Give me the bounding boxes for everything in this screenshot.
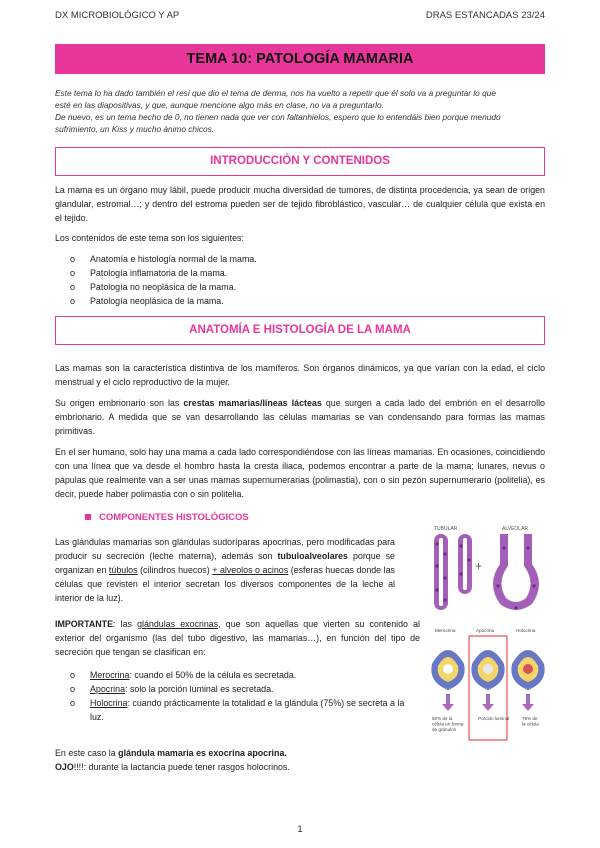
paragraph: Las mamas son la característica distintiva de los mamíferos. Son órganos dinámicos, ya que varían con la edad, el ciclo menstrual y el ciclo reproductivo de la mujer.: [55, 363, 545, 387]
figure-label: Apocrina: [476, 628, 495, 633]
figure-label: Holocrina: [516, 628, 536, 633]
alveolus-shape: [493, 534, 539, 610]
paragraph: Su origen embrionario son las crestas mamarias/líneas lácteas que surgen a cada lado del embrión en el desarrollo embrionario. A medida que se van desarrollando las células mamarias se van condensando para formas las mamas primitivas.: [55, 398, 545, 436]
section-title: ANATOMÍA E HISTOLOGÍA DE LA MAMA: [189, 324, 411, 336]
list-item: o Patología neoplásica de la mama.: [70, 294, 257, 308]
paragraph: En el ser humano, solo hay una mama a cada lado correspondiéndose con las líneas mamarias. En ocasiones, coincidiendo con una línea que va desde el hombro hasta la cresta iliaca, podemos encontrar a parte de la mama; lunares, nevus o pápulas que realmente van a ser unas mamas supernumerarias (polimastia), con o sin pezón supernumerario (politelia), es decir, puede haber polimastia con o sin politelia.: [55, 447, 545, 499]
intro-line: esté en las diapositivas, y que, aunque mencione algo más en clase, no va a preguntarlo.: [55, 100, 384, 110]
figure-label: TUBULAR: [434, 526, 458, 532]
paragraph: En este caso la glándula mamaria es exocrina apocrina.: [55, 748, 287, 758]
section-heading-anatomy: [55, 316, 545, 345]
header-left: DX MICROBIOLÓGICO Y AP: [55, 10, 180, 21]
intro-line: De nuevo, es un tema hecho de 0, no tienen nada que ver con faltanhielos, espero que lo entendáis bien porque menudo: [55, 112, 501, 122]
list-item: o Holocrina: cuando prácticamente la totalidad e la glándula (75%) se secreta a la luz.: [70, 696, 420, 724]
apocrine-gland-shape: [471, 650, 504, 690]
list-item: o Patología no neoplásica de la mama.: [70, 280, 257, 294]
title-band: [55, 44, 545, 74]
tubular-alveolar-figure: [430, 524, 550, 616]
merocrine-gland-shape: [431, 650, 464, 690]
paragraph: Los contenidos de este tema son los siguientes:: [55, 233, 244, 243]
section-heading-intro: [55, 147, 545, 176]
list-item: o Apocrina: solo la porción luminal es secretada.: [70, 682, 420, 696]
paragraph: IMPORTANTE: las glándulas exocrinas, que son aquellas que vierten su contenido al exterior del organismo (las del tubo digestivo, las mamarias…), en función del tipo de secreción que tengan se clasifican en:: [55, 619, 421, 657]
figure-caption: 75% de la célula: [522, 716, 539, 727]
list-item: o Patología inflamatoria de la mama.: [70, 266, 257, 280]
figure-caption: 50% de la célula en forma de gránulos: [432, 716, 464, 732]
intro-line: sufrimiento, un Kiss y mucho ánimo chicos.: [55, 124, 215, 134]
figure-label: ALVEOLAR: [502, 526, 529, 532]
figure-label: Merocrina: [435, 628, 456, 633]
contents-list: [70, 252, 257, 308]
svg-text:+: +: [475, 559, 483, 573]
paragraph: La mama es un órgano muy lábil, puede producir mucha diversidad de tumores, de distinta procedencia, ya sean de origen glandular, estromal…; y dentro del estroma pueden ser de tejido fibroblástico, vascular… de cualquier célula que exista en el tejido.: [55, 185, 545, 223]
bullet-square-icon: [85, 514, 91, 520]
paragraph: Las glándulas mamarias son glándulas sudoríparas apocrinas, pero modificadas para producir su secreción (leche materna), además son tubuloalveolares porque se organizan en túbulos (cilindros huecos) + alveolos o acinos (esferas huecas donde las células que revisten el interior secretan los diversos componentes de la leche al interior de la luz).: [55, 537, 395, 603]
intro-note: [55, 87, 545, 135]
figure-caption: Porción luminal: [478, 716, 510, 721]
secretion-types-list: [70, 668, 420, 724]
page-title: TEMA 10: PATOLOGÍA MAMARIA: [186, 51, 414, 67]
intro-line: Este tema lo ha dado también el resi que dio el tema de derma, nos ha vuelto a repetir que él solo va a preguntar lo que: [55, 88, 496, 98]
page-number: 1: [297, 824, 303, 834]
header-right: DRAS ESTANCADAS 23/24: [425, 10, 545, 21]
paragraph: OJO!!!!: durante la lactancia puede tener rasgos holocrinos.: [55, 762, 290, 772]
holocrine-gland-shape: [511, 650, 544, 690]
list-item: o Merocrina: cuando el 50% de la célula es secretada.: [70, 668, 420, 682]
section-title: INTRODUCCIÓN Y CONTENIDOS: [210, 155, 390, 167]
secretion-types-figure: [428, 624, 548, 742]
list-item: o Anatomía e histología normal de la mama.: [70, 252, 257, 266]
subsection-heading: COMPONENTES HISTOLÓGICOS: [85, 512, 249, 523]
